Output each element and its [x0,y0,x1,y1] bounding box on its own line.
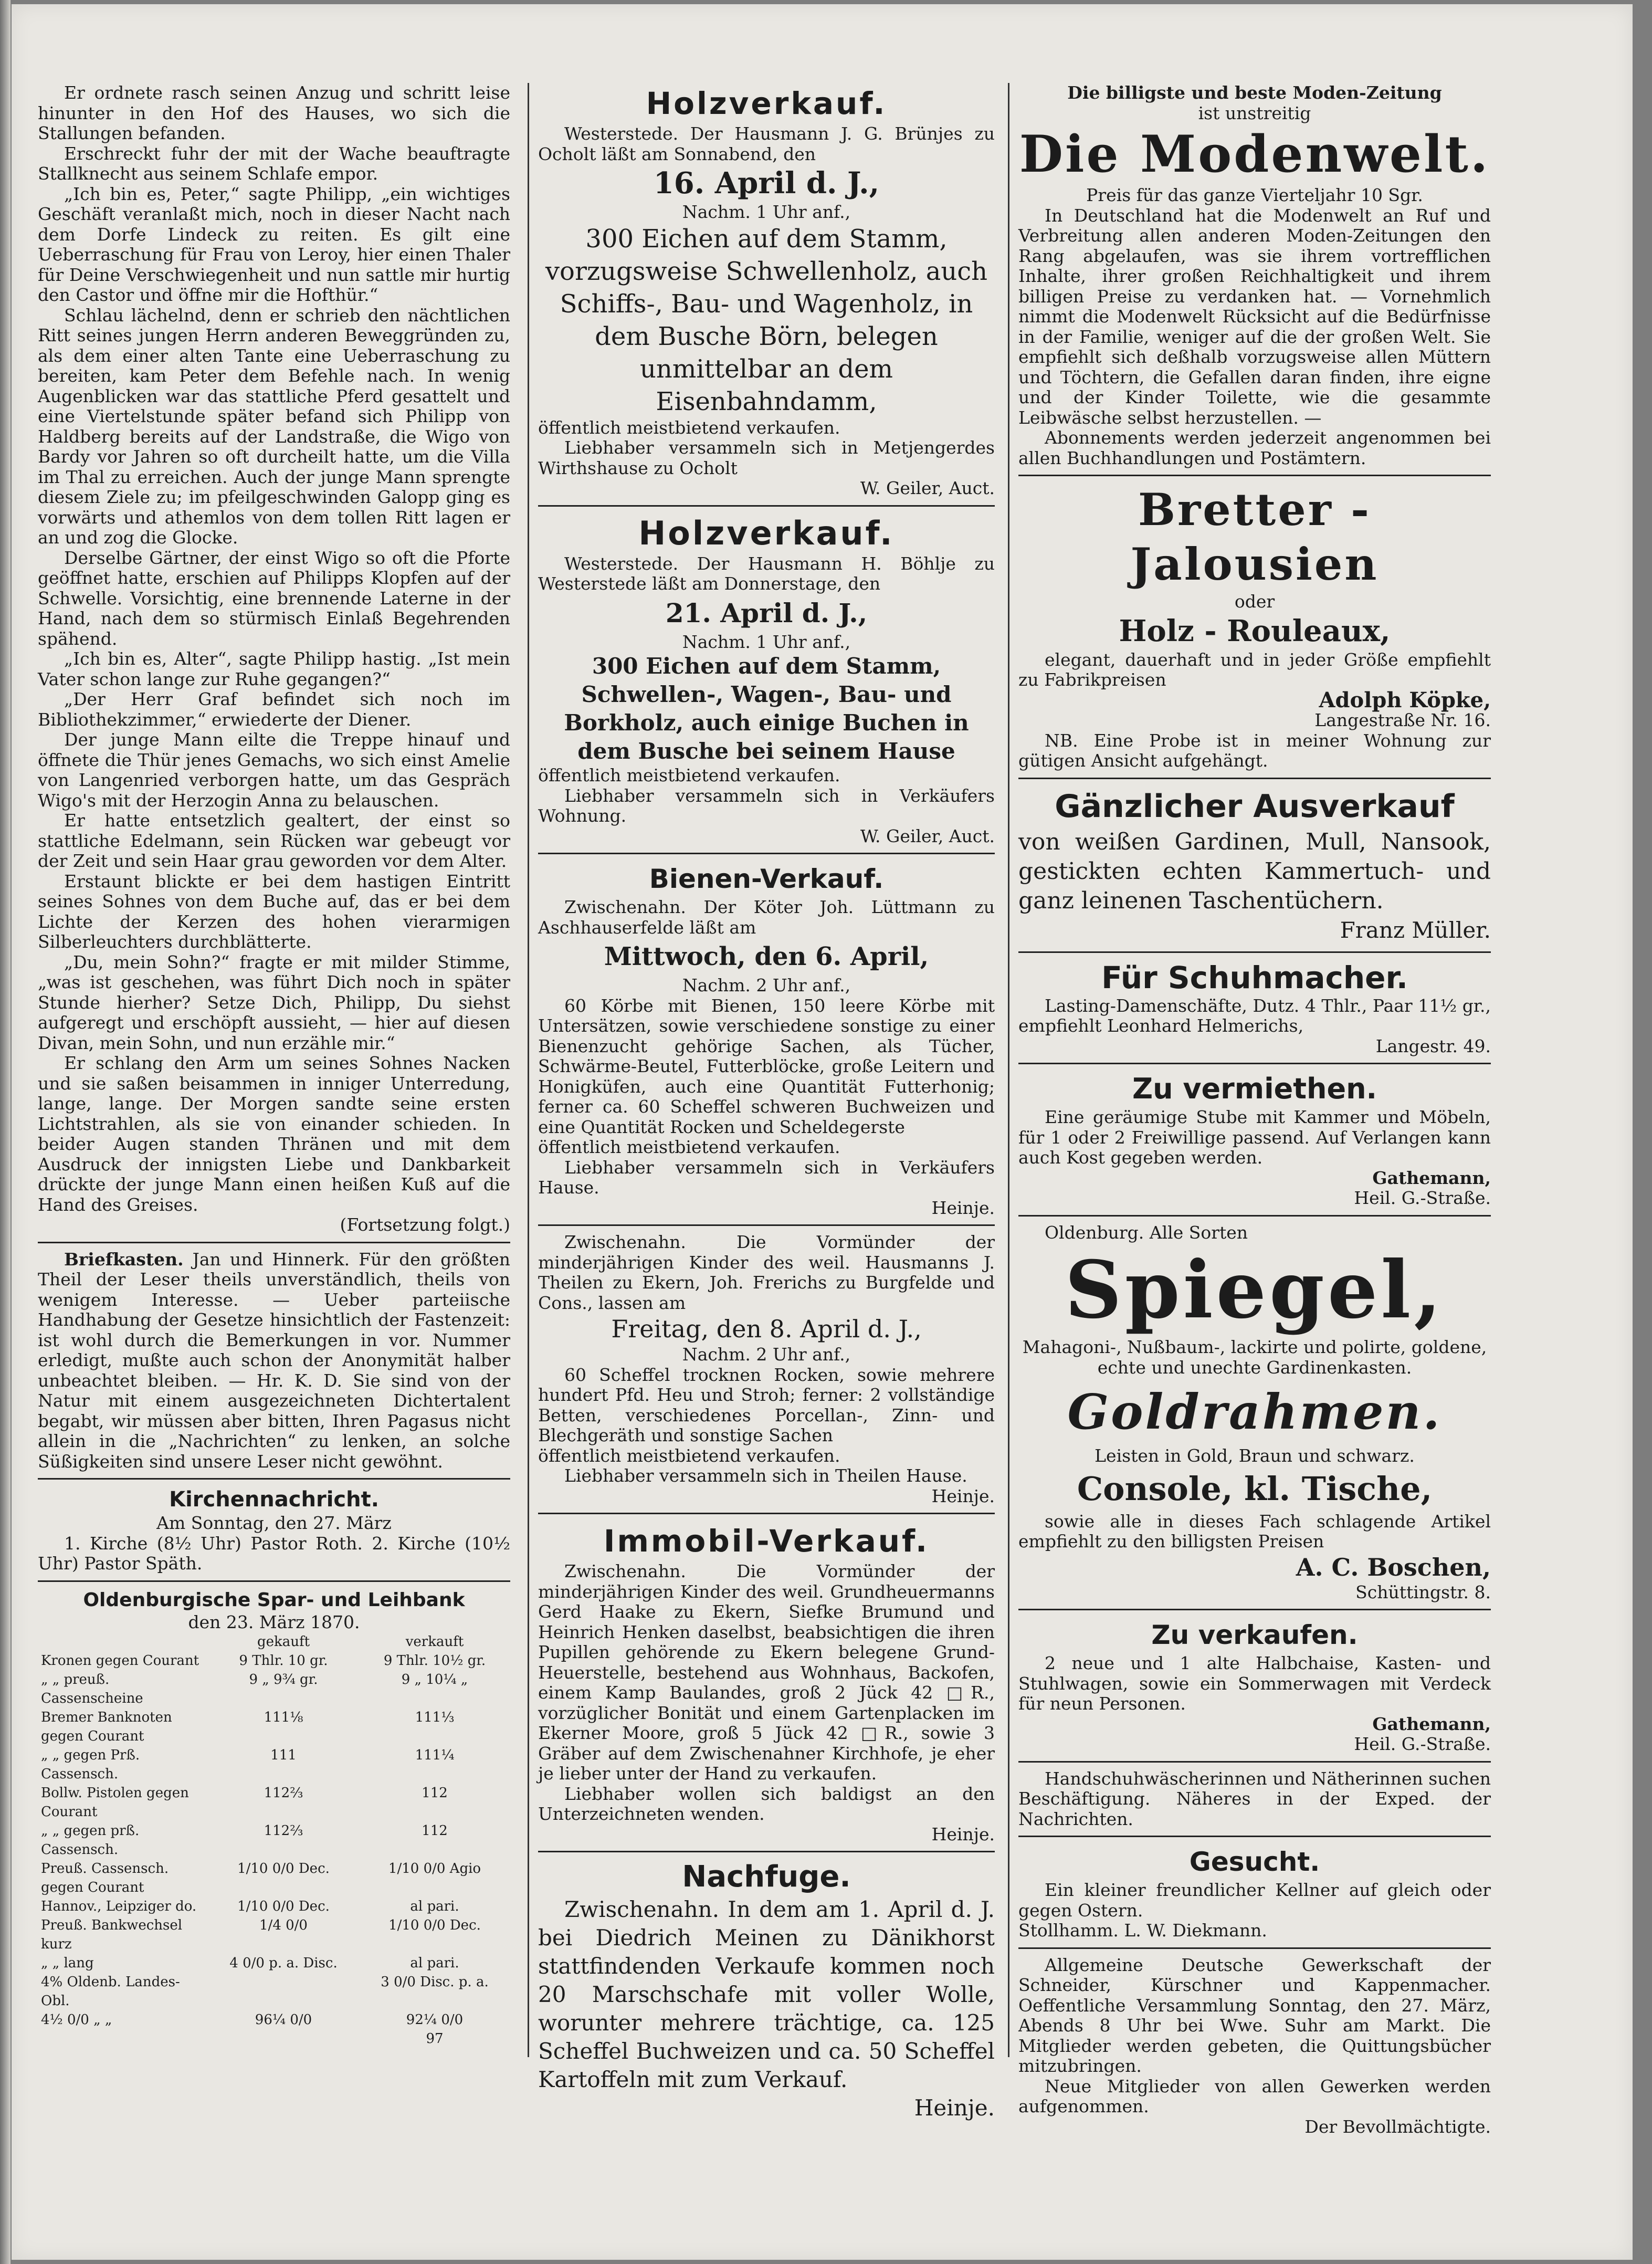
ad-tail: öffentlich meistbietend verkaufen. [538,1445,840,1466]
schuhmacher-title: Für Schuhmacher. [1101,959,1408,995]
table-cell [208,2029,359,2048]
table-row [38,1784,510,1821]
table-cell [208,1973,359,2010]
column-ads-1 [538,83,995,2122]
table-cell: 9 „ 9¾ gr. [249,1672,318,1687]
continued-note: (Fortsetzung folgt.) [340,1214,510,1235]
kirchen-line: 1. Kirche (8½ Uhr) Pastor Roth. 2. Kirche (10½ Uhr) Pastor Späth. [38,1533,510,1574]
table-cell: 4½ 0/0 „ „ [41,2012,112,2028]
table-header [38,1632,510,1651]
ad-time: Nachm. 1 Uhr anf., [682,202,851,222]
verkaufen-body: 2 neue und 1 alte Halbchaise, Kasten- und Stuhlwagen, sowie ein Sommerwagen mit Verdeck für neun Personen. [1018,1653,1491,1714]
console-body: sowie alle in dieses Fach schlagende Artikel empfiehlt zu den billigsten Preisen [1018,1511,1491,1552]
divider [538,1224,995,1226]
story-paragraph: Erschreckt fuhr der mit der Wache beauftragte Stallknecht aus seinem Schlafe empor. [38,143,510,184]
divider [38,1478,510,1480]
table-row [38,1670,510,1708]
column-story [38,83,510,2048]
jalousien-sub: Holz - Rouleaux, [1119,613,1391,648]
jalousien-oder: oder [1234,591,1275,612]
table-cell: 4% Oldenb. Landes-Obl. [41,1974,180,2009]
verkaufen-title: Zu verkaufen. [1151,1620,1358,1650]
table-cell: al pari. [410,1899,459,1914]
exchange-table [38,1632,510,2048]
gewerkschaft-body2: Neue Mitglieder von allen Gewerken werden aufgenommen. [1018,2076,1491,2116]
divider [538,505,995,507]
table-header-cell [38,1632,208,1651]
divider [1018,778,1491,779]
table-cell: Bollw. Pistolen gegen Courant [41,1785,189,1820]
table-cell: Preuß. Cassensch. gegen Courant [41,1861,169,1895]
table-header-cell: verkauft [405,1634,464,1650]
ad-intro: Zwischenahn. Der Köter Joh. Lüttmann zu Aschhauserfelde läßt am [538,897,995,938]
table-header-cell: gekauft [257,1634,310,1650]
spiegel-title: Spiegel, [1065,1244,1445,1336]
ad-sign: W. Geiler, Auct. [860,825,995,846]
console-title: Console, kl. Tische, [1077,1469,1433,1508]
story-paragraph: Er schlang den Arm um seines Sohnes Nacken und sie saßen beisammen in inniger Unterredung, lange, lange. Der Morgen sandte seine ersten Lichtstrahlen, als sie von einander schieden. In beider Augen standen Thränen und mit dem Ausdruck der innigsten Liebe und Dankbarkeit drückte der junge Mann einen heißen Kuß auf die Hand des Greises. [38,1053,510,1215]
table-cell: 4 0/0 p. a. Disc. [229,1955,338,1971]
table-cell: 3 0/0 Disc. p. a. [381,1974,489,1990]
jalousien-addr: Langestraße Nr. 16. [1314,710,1491,730]
schuhmacher-addr: Langestr. 49. [1375,1035,1491,1056]
jalousien-nb: NB. Eine Probe ist in meiner Wohnung zur gütigen Ansicht aufgehängt. [1018,730,1491,771]
table-cell: 1/10 0/0 Dec. [388,1917,481,1933]
spiegel-body: Mahagoni-, Nußbaum-, lackirte und polirte, goldene, echte und unechte Gardinenkasten. [1022,1337,1487,1378]
ad-date: Mittwoch, den 6. April, [604,942,929,971]
table-cell: Kronen gegen Courant [41,1653,199,1669]
table-cell: 9 „ 10¼ „ [401,1672,468,1687]
table-cell: 111⅛ [264,1710,303,1725]
table-cell: 111 [270,1747,297,1763]
story-paragraph: „Der Herr Graf befindet sich noch im Bibliothekzimmer,“ erwiederte der Diener. [38,689,510,730]
divider [538,1851,995,1852]
table-cell: 1/10 0/0 Dec. [237,1899,330,1914]
console-addr: Schüttingstr. 8. [1355,1581,1491,1602]
column-ads-2 [1018,83,1491,2137]
modenwelt-abo: Abonnements werden jederzeit angenommen bei allen Buchhandlungen und Postämtern. [1018,427,1491,468]
ad-meet: Liebhaber versammeln sich in Metjengerdes Wirthshause zu Ocholt [538,437,995,478]
gesucht-body: Ein kleiner freundlicher Kellner auf gleich oder gegen Ostern. [1018,1880,1491,1921]
ad-bienen-title: Bienen-Verkauf. [649,864,884,894]
divider [38,1580,510,1582]
column-rule [1008,83,1009,2057]
divider [1018,475,1491,476]
briefkasten-title: Briefkasten. [64,1249,184,1270]
table-cell: 1/10 0/0 Dec. [237,1861,330,1877]
ad-time: Nachm. 2 Uhr anf., [682,1344,851,1365]
vermiethen-title: Zu vermiethen. [1132,1072,1377,1105]
ad-body: Zwischenahn. Die Vormünder der minderjährigen Kinder des weil. Grundheuermanns Gerd Haake zu Ekern, Siefke Brumund und Heinrich Henken daselbst, beabsichtigen die ihren Pupillen gehörende zu Ekern belegene Grund-Heuerstelle, bestehend aus Wohnhaus, Backofen, einem Kamp Baulandes, groß 2 Jück 42 □R., vorzüglicher Bonität und einem Gartenplacken im Ekerner Moore, groß 5 Jück 42 □R., sowie 3 Gräber auf dem Zwischenahner Kirchhofe, je eher je lieber unter der Hand zu verkaufen. [538,1561,995,1784]
ad-sign: W. Geiler, Auct. [860,478,995,498]
jalousien-name: Adolph Köpke, [1319,687,1491,712]
divider [38,1242,510,1243]
table-cell: „ „ gegen Prß. Cassensch. [41,1747,140,1782]
story-paragraph: Erstaunt blickte er bei dem hastigen Eintritt seines Sohnes von dem Buche auf, das er bei dem Lichte der Kerzen des hohen vierarmigen Silberleuchters durchblätterte. [38,871,510,952]
modenwelt-title: Die Modenwelt. [1019,124,1490,184]
verkaufen-sign: Gathemann, [1372,1713,1491,1734]
table-row [38,2029,510,2048]
ad-sign: Heinje. [931,1485,995,1506]
table-cell: 1/4 0/0 [259,1917,308,1933]
divider [1018,1761,1491,1763]
newspaper-page [12,4,1633,2260]
story-paragraph: „Ich bin es, Alter“, sagte Philipp hastig. „Ist mein Vater schon lange zur Ruhe gegangen?“ [38,648,510,689]
story-paragraph: „Ich bin es, Peter,“ sagte Philipp, „ein wichtiges Geschäft veranlaßt mich, noch in dieser Nacht nach dem Dorfe Lindeck zu reiten. Es gilt eine Ueberraschung für Frau von Leroy, hier einen Thaler für Deine Verschwiegenheit und nun sattle mir hurtig den Castor und öffne mir die Hofthür.“ [38,183,510,305]
ad-meet: Liebhaber versammeln sich in Verkäufers Wohnung. [538,785,995,826]
vermiethen-sign: Gathemann, [1372,1167,1491,1188]
ad-body: 300 Eichen auf dem Stamm, Schwellen-, Wagen-, Bau- und Borkholz, auch einige Buchen in dem Busche bei seinem Hause [564,653,969,764]
ad-date: Freitag, den 8. April d. J., [611,1315,922,1343]
table-cell: 112⅔ [264,1785,303,1801]
table-row [38,1821,510,1859]
ad-time: Nachm. 1 Uhr anf., [682,631,851,652]
table-cell [38,2029,208,2048]
ad-nachfuge-title: Nachfuge. [682,1860,851,1894]
verkaufen-addr: Heil. G.-Straße. [1354,1734,1491,1754]
console-name: A. C. Boschen, [1296,1553,1491,1581]
ad-immobil-title: Immobil-Verkauf. [603,1523,930,1559]
ad-time: Nachm. 2 Uhr anf., [682,975,851,995]
modenwelt-top2: ist unstreitig [1198,102,1311,123]
divider [1018,1947,1491,1949]
table-cell: 1/10 0/0 Agio [388,1861,481,1877]
divider [538,1513,995,1514]
table-row [38,1708,510,1746]
vermiethen-addr: Heil. G.-Straße. [1354,1188,1491,1208]
gewerkschaft-sign: Der Bevollmächtigte. [1304,2116,1491,2137]
table-cell: „ „ preuß. Cassenscheine [41,1672,143,1706]
ausverkauf-body: von weißen Gardinen, Mull, Nansook, gestickten echten Kammertuch- und ganz leinenen Taschentüchern. [1018,828,1491,914]
table-cell: „ „ lang [41,1955,94,1971]
schuhmacher-body: Lasting-Damenschäfte, Dutz. 4 Thlr., Paar 11½ gr., empfiehlt Leonhard Helmerichs, [1018,995,1491,1036]
table-row [38,1916,510,1954]
ad-holzverkauf-title: Holzverkauf. [646,86,887,121]
bank-date: den 23. März 1870. [188,1611,360,1632]
story-paragraph: Der junge Mann eilte die Treppe hinauf und öffnete die Thür jenes Gemachs, wo sich einst Amelie von Langenried verborgen hatte, um das Gespräch Wigo's mit der Herzogin Anna zu belauschen. [38,729,510,811]
table-row [38,1651,510,1670]
story-paragraph: Schlau lächelnd, denn er schrieb den nächtlichen Ritt seines jungen Herrn anderen Beweggründen zu, als dem einer alten Tante eine Ueberraschung zu bereiten, kam Peter dem Befehle nach. In wenig Augenblicken war das stattliche Pferd gesattelt und eine Viertelstunde später befand sich Philipp von Haldberg bereits auf der Landstraße, die Wigo von Bardy vor Jahren so oft durcheilt hatte, um die Villa im Thal zu erreichen. Auch der junge Mann sprengte diesem Ziele zu; im pfeilgeschwinden Galopp ging es vorwärts und athemlos von dem tollen Ritt lagen er an und zog die Glocke. [38,305,510,548]
ad-tail: öffentlich meistbietend verkaufen. [538,1137,840,1157]
table-row [38,1897,510,1916]
ad-meet: Liebhaber wollen sich baldigst an den Unterzeichneten wenden. [538,1783,995,1824]
ad-meet: Liebhaber versammeln sich in Verkäufers Hause. [538,1157,995,1198]
page-edge [0,0,10,2264]
modenwelt-body: In Deutschland hat die Modenwelt an Ruf und Verbreitung allen anderen Moden-Zeitungen den Rang abgelaufen, was sie ihrem vortrefflichen Inhalte, ihrer großen Reichhaltigkeit und ihrem billigen Preise zu verdanken hat. — Vornehmlich nimmt die Modenwelt Rücksicht auf die Bedürfnisse in der Familie, weniger auf die der großen Welt. Sie empfiehlt sich deßhalb vorzugsweise allen Müttern und Töchtern, die Gefallen daran finden, ihre eigne und der Kinder Toilette, wie die gesammte Leibwäsche selbst herzustellen. — [1018,205,1491,428]
story-paragraph: Derselbe Gärtner, der einst Wigo so oft die Pforte geöffnet hatte, erschien auf Philipps Klopfen auf der Schwelle. Vorsichtig, eine brennende Laterne in der Hand, nach dem so stürmisch Einlaß Begehrenden spähend. [38,547,510,649]
handschuh-body: Handschuhwäscherinnen und Nätherinnen suchen Beschäftigung. Näheres in der Exped. der Nachrichten. [1018,1768,1491,1829]
ad-date: 16. April d. J., [653,166,880,201]
ad-tail: öffentlich meistbietend verkaufen. [538,765,840,785]
table-row [38,1746,510,1784]
table-cell: 111⅓ [415,1710,455,1725]
table-cell: 112 [422,1823,448,1839]
ad-intro: Westerstede. Der Hausmann J. G. Brünjes zu Ocholt läßt am Sonnabend, den [538,123,995,164]
divider [1018,951,1491,953]
ad-intro: Westerstede. Der Hausmann H. Böhlje zu Westerstede läßt am Donnerstage, den [538,553,995,594]
divider [1018,1609,1491,1610]
table-cell: 9 Thlr. 10 gr. [239,1653,328,1669]
gesucht-title: Gesucht. [1189,1847,1320,1877]
vermiethen-body: Eine geräumige Stube mit Kammer und Möbeln, für 1 oder 2 Freiwillige passend. Auf Verlangen kann auch Kost gegeben werden. [1018,1107,1491,1168]
table-cell: 97 [426,2031,444,2047]
story-paragraph: „Du, mein Sohn?“ fragte er mit milder Stimme, „was ist geschehen, was führt Dich noch in später Stunde hierher? Setze Dich, Philipp, Du siehst aufgeregt und erschöpft aussieht, — hier auf diesen Divan, mein Sohn, und nun erzähle mir.“ [38,951,510,1053]
ausverkauf-title: Gänzlicher Ausverkauf [1055,788,1455,825]
table-cell: 112 [422,1785,448,1801]
ausverkauf-sign: Franz Müller. [1340,917,1491,943]
ad-sign: Heinje. [931,1823,995,1844]
jalousien-title: Bretter - Jalousien [1130,484,1379,590]
table-cell: al pari. [410,1955,459,1971]
ad-intro: Zwischenahn. Die Vormünder der minderjährigen Kinder des weil. Hausmanns J. Theilen zu Ekern, Joh. Frerichs zu Burgfelde und Cons., lassen am [538,1232,995,1313]
ad-sign: Heinje. [931,1197,995,1218]
ad-body: 300 Eichen auf dem Stamm, vorzugsweise Schwellenholz, auch Schiffs-, Bau- und Wagenholz, in dem Busche Börn, belegen unmittelbar an dem Eisenbahndamm, [545,224,988,416]
divider [538,853,995,854]
story-paragraph: Er hatte entsetzlich gealtert, der einst so stattliche Edelmann, sein Rücken war gebeugt vor der Zeit und sein Haar grau geworden vor dem Alter. [38,810,510,871]
ad-date: 21. April d. J., [665,597,868,628]
ad-holzverkauf2-title: Holzverkauf. [638,513,895,552]
ad-body: 60 Körbe mit Bienen, 150 leere Körbe mit Untersätzen, sowie verschiedene sonstige zu einer Bienenzucht gehörige Sachen, als Tücher, Schwärme-Beutel, Futterblöcke, große Leitern und Honigküfen, auch eine Quantität Futterhonig; ferner ca. 60 Scheffel schweren Buchweizen und eine Quantität Rocken und Scheldegerste [538,995,995,1137]
goldrahmen-body: Leisten in Gold, Braun und schwarz. [1095,1445,1415,1466]
kirchen-title: Kirchennachricht. [169,1487,379,1512]
table-cell: „ „ gegen prß. Cassensch. [41,1823,140,1858]
kirchen-line: Am Sonntag, den 27. März [156,1513,392,1533]
ad-meet: Liebhaber versammeln sich in Theilen Hause. [564,1465,967,1486]
ad-body: 60 Scheffel trocknen Rocken, sowie mehrere hundert Pfd. Heu und Stroh; ferner: 2 vollständige Betten, verschiedenes Porcellan-, Zinn- und Blechgeräth und sonstige Sachen [538,1364,995,1445]
bank-title: Oldenburgische Spar- und Leihbank [83,1589,465,1611]
jalousien-body: elegant, dauerhaft und in jeder Größe empfiehlt zu Fabrikpreisen [1018,649,1491,690]
briefkasten-text: Jan und Hinnerk. Für den größten Theil der Leser theils unverständlich, theils von wenigem Interesse. — Ueber parteiische Handhabung der Gesetze hinsichtlich der Fastenzeit: ist wohl durch die Bemerkungen in vor. Nummer erledigt, mußte auch schon der Anonymität halber unbeachtet bleiben. — Hr. K. D. Sie sind von der Natur mit einem ausgezeichneten Dichtertalent begabt, wir müssen aber bitten, Ihren Pagasus nicht allein in die „Nachrichten“ zu lenken, an solche Süßigkeiten sind unsere Leser nicht gewöhnt. [38,1249,510,1472]
table-cell: 111¼ [415,1747,455,1763]
table-cell: Preuß. Bankwechsel kurz [41,1917,183,1952]
table-cell: 92¼ 0/0 [406,2012,464,2028]
ad-body: Zwischenahn. In dem am 1. April d. J. bei Diedrich Meinen zu Dänikhorst stattfindenden Verkaufe kommen noch 20 Marschschafe mit voller Wolle, worunter mehrere trächtige, ca. 125 Scheffel Buchweizen und ca. 50 Scheffel Kartoffeln mit zum Verkauf. [538,1896,995,2092]
table-row [38,1859,510,1897]
modenwelt-price: Preis für das ganze Vierteljahr 10 Sgr. [1086,185,1423,205]
table-cell: Bremer Banknoten gegen Courant [41,1710,172,1744]
table-row [38,1973,510,2010]
column-rule [528,83,529,2057]
divider [1018,1063,1491,1064]
gesucht-sign: Stollhamm. L. W. Diekmann. [1018,1920,1267,1941]
ad-sign: Heinje. [914,2095,995,2121]
divider [1018,1215,1491,1217]
table-row [38,1954,510,1973]
table-cell: 112⅔ [264,1823,303,1839]
gewerkschaft-body: Allgemeine Deutsche Gewerkschaft der Schneider, Kürschner und Kappenmacher. Oeffentliche Versammlung Sonntag, den 27. März, Abends 8 Uhr bei Wwe. Suhr am Markt. Die Mitglieder werden gebeten, die Quittungsbücher mitzubringen. [1018,1954,1491,2076]
modenwelt-top: Die billigste und beste Moden-Zeitung [1067,82,1442,103]
table-cell: 96¼ 0/0 [255,2012,312,2028]
story-paragraph: Er ordnete rasch seinen Anzug und schritt leise hinunter in den Hof des Hauses, wo sich die Stallungen befanden. [38,82,510,143]
table-row [38,2010,510,2029]
table-cell: Hannov., Leipziger do. [41,1899,197,1914]
divider [1018,1836,1491,1837]
goldrahmen-title: Goldrahmen. [1067,1383,1442,1440]
ad-tail: öffentlich meistbietend verkaufen. [538,417,840,438]
spiegel-intro: Oldenburg. Alle Sorten [1045,1222,1248,1243]
table-cell: 9 Thlr. 10½ gr. [383,1653,486,1669]
